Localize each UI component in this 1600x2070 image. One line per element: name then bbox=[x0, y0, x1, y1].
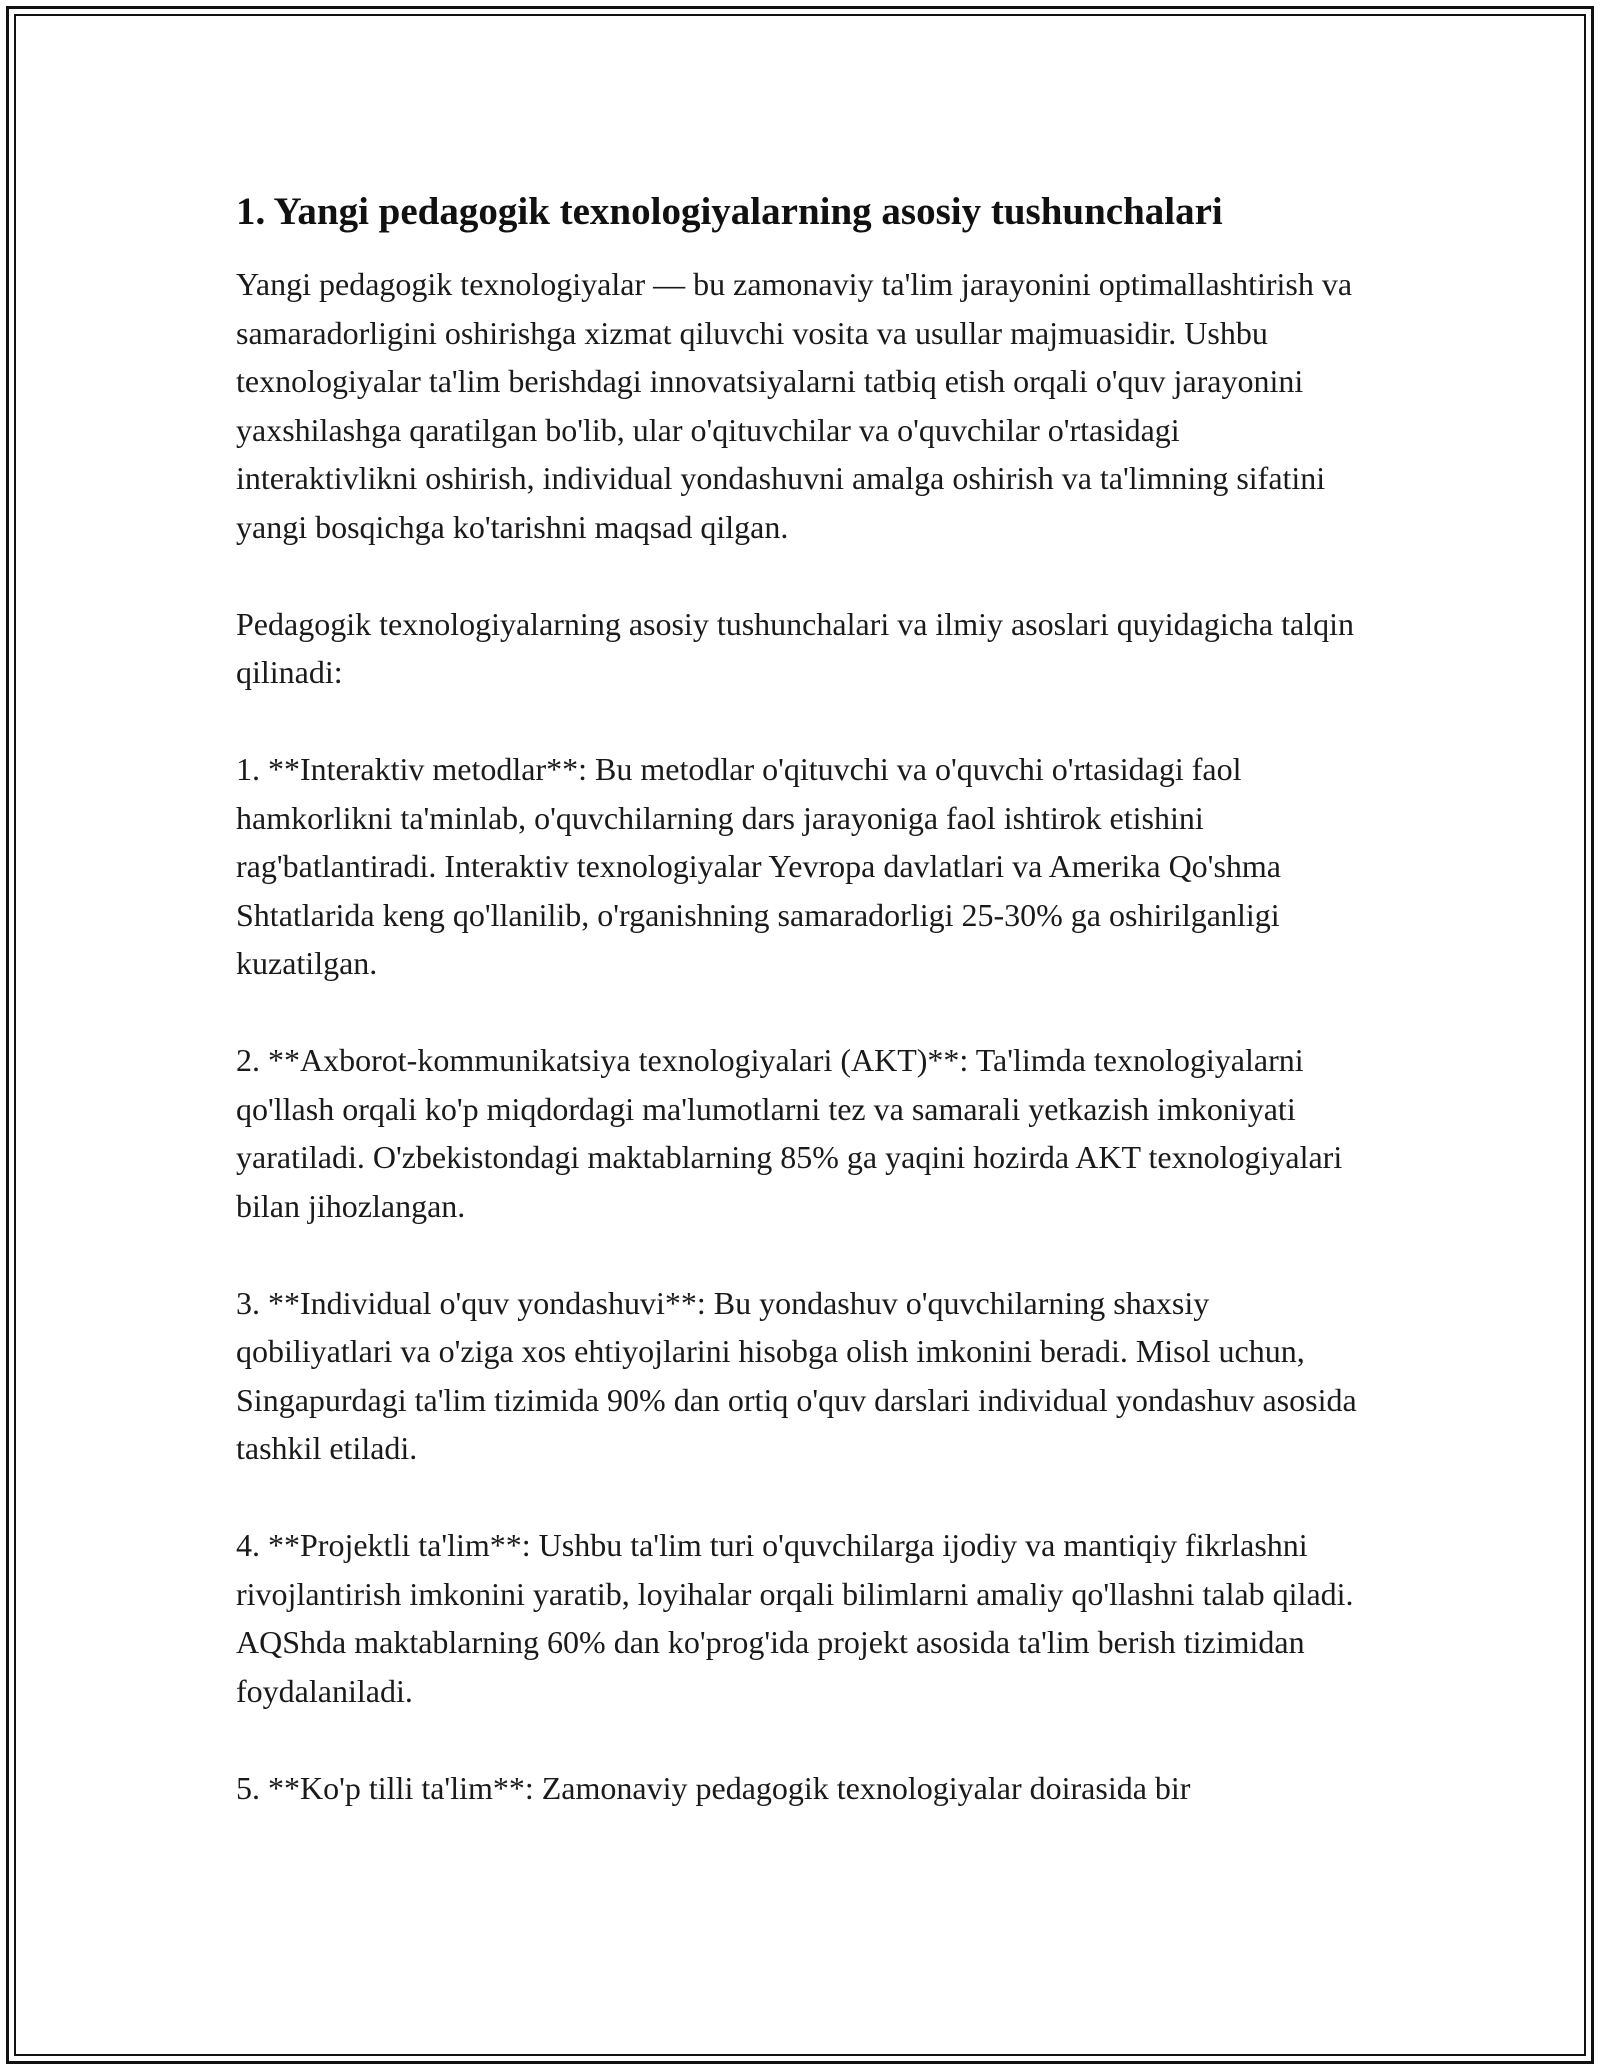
list-item-interactive-methods: 1. **Interaktiv metodlar**: Bu metodlar o'qituvchi va o'quvchi o'rtasidagi faol hamkorlikni ta'minlab, o'quvchilarning dars jarayoniga faol ishtirok etishini rag'batlantiradi. Interaktiv texnologiyalar Yevropa davlatlari va Amerika Qo'shma Shtatlarida keng qo'llanilib, o'rganishning samaradorligi 25-30% ga oshirilganligi kuzatilgan. bbox=[236, 751, 1281, 981]
document-body bbox=[236, 186, 1366, 1861]
list-item-project-learning: 4. **Projektli ta'lim**: Ushbu ta'lim turi o'quvchilarga ijodiy va mantiqiy fikrlashni rivojlantirish imkonini yaratib, loyihalar orqali bilimlarni amaliy qo'llashni talab qiladi. AQShda maktablarning 60% dan ko'prog'ida projekt asosida ta'lim berish tizimidan foydalaniladi. bbox=[236, 1527, 1354, 1709]
paragraph-intro: Yangi pedagogik texnologiyalar — bu zamonaviy ta'lim jarayonini optimallashtirish va samaradorligini oshirishga xizmat qiluvchi vosita va usullar majmuasidir. Ushbu texnologiyalar ta'lim berishdagi innovatsiyalarni tatbiq etish orqali o'quv jarayonini yaxshilashga qaratilgan bo'lib, ular o'qituvchilar va o'quvchilar o'rtasidagi interaktivlikni oshirish, individual yondashuvni amalga oshirish va ta'limning sifatini yangi bosqichga ko'tarishni maqsad qilgan. bbox=[236, 266, 1353, 545]
section-heading: 1. Yangi pedagogik texnologiyalarning asosiy tushunchalari bbox=[236, 190, 1223, 233]
list-item-individual-approach: 3. **Individual o'quv yondashuvi**: Bu yondashuv o'quvchilarning shaxsiy qobiliyatlari va o'ziga xos ehtiyojlarini hisobga olish imkonini beradi. Misol uchun, Singapurdagi ta'lim tizimida 90% dan ortiq o'quv darslari individual yondashuv asosida tashkil etiladi. bbox=[236, 1284, 1357, 1466]
list-item-ict: 2. **Axborot-kommunikatsiya texnologiyalari (AKT)**: Ta'limda texnologiyalarni qo'llash orqali ko'p miqdordagi ma'lumotlarni tez va samarali yetkazish imkoniyati yaratiladi. O'zbekistondagi maktablarning 85% ga yaqini hozirda AKT texnologiyalari bilan jihozlangan. bbox=[236, 1042, 1343, 1224]
paragraph-lead-in: Pedagogik texnologiyalarning asosiy tushunchalari va ilmiy asoslari quyidagicha talqin qilinadi: bbox=[236, 605, 1354, 690]
list-item-multilingual: 5. **Ko'p tilli ta'lim**: Zamonaviy pedagogik texnologiyalar doirasida bir bbox=[236, 1769, 1191, 1806]
